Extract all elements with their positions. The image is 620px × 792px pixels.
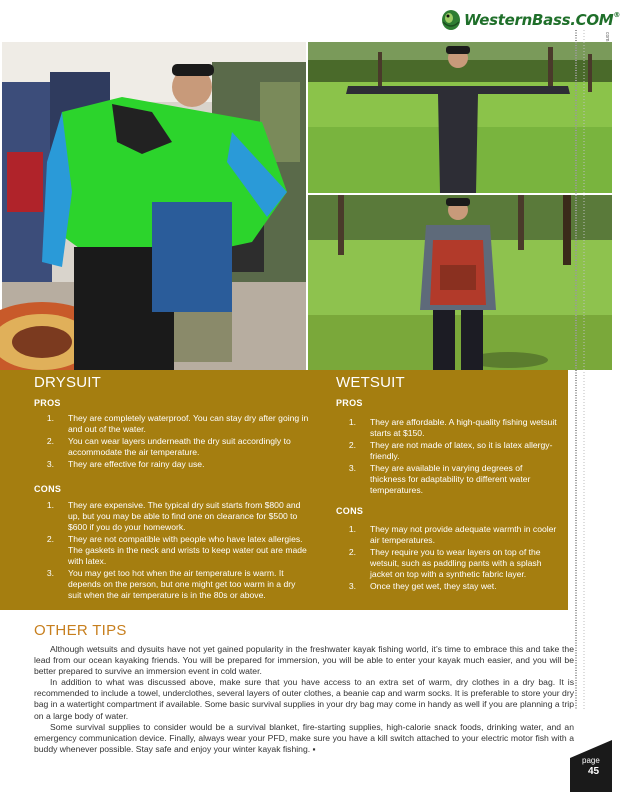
- list-item: 2. They are not made of latex, so it is latex allergy-friendly.: [348, 440, 553, 461]
- other-tips-body: [34, 644, 574, 755]
- tips-paragraph: Although wetsuits and dysuits have not yet gained popularity in the freshwater kayak fishing world, it’s time to embrace this and take the lead from our ocean kayaking friends. You will be prepared for immersion, you will be able to enter your kayak much easier, and you will be better prepared to survive an immersion event in cold water.: [34, 644, 574, 677]
- other-tips-title: OTHER TIPS: [34, 622, 127, 639]
- tips-paragraph: In addition to what was discussed above, make sure that you have access to an extra set of warm, dry clothes in a dry bag. It is recommended to include a towel, underclothes, several layers of outer clothes, a beanie cap and warm socks. It is preferable to store your dry bag in a watertight compartment if available. Some basic survival supplies in your dry bag may come in handy as well if you are planning a trip on a large body of water.: [34, 677, 574, 721]
- list-item: 3. They are available in varying degrees of thickness for adaptability to different water temperatures.: [348, 463, 531, 495]
- list-item: 3. You may get too hot when the air temperature is warm. It depends on the person, but one might get too warm in a dry suit when the air temperature is in the 80s or above.: [46, 568, 296, 600]
- wetsuit-pros-label: PROS: [336, 398, 363, 408]
- list-item: 3. Once they get wet, they stay wet.: [348, 581, 497, 591]
- page-label: page: [582, 756, 600, 765]
- drysuit-cons-label: CONS: [34, 484, 62, 494]
- list-item: 1. They are expensive. The typical dry suit starts from $800 and up, but you may be able to find one on clearance for $500 to $600 if you do your homework.: [46, 500, 301, 532]
- wetsuit-pros-list: [336, 417, 558, 497]
- drysuit-pros-label: PROS: [34, 398, 61, 408]
- page-number: 45: [588, 766, 600, 777]
- photo-wetsuit-pfd: [308, 195, 612, 370]
- list-item: 1. They are affordable. A high-quality fishing wetsuit starts at $150.: [348, 417, 557, 438]
- wetsuit-cons-list: [336, 524, 558, 593]
- list-item: 1. They may not provide adequate warmth in cooler air temperatures.: [348, 524, 557, 545]
- photo-drysuit-shop: [2, 42, 306, 370]
- drysuit-cons-list: [34, 500, 310, 602]
- bass-fish-icon: [440, 8, 462, 32]
- edge-decoration: [572, 30, 602, 710]
- drysuit-title: DRYSUIT: [34, 374, 101, 391]
- photo-wetsuit-arms-out: [308, 42, 612, 193]
- wetsuit-cons-label: CONS: [336, 506, 364, 516]
- list-item: 2. They are not compatible with people who have latex allergies. The gaskets in the neck and wrists to keep water out are made with latex.: [46, 534, 307, 566]
- list-item: 3. They are effective for rainy day use.: [46, 459, 205, 469]
- tips-paragraph: Some survival supplies to consider would be a survival blanket, fire-starting supplies, high-calorie snack foods, drinking water, and an emergency communication device. Finally, always wear your PFD, make sure you have a kill switch attached to your electric motor fish with a buddy whenever possible. Stay safe and enjoy your winter kayak fishing. ▪: [34, 721, 574, 754]
- list-item: 2. They require you to wear layers on top of the wetsuit, such as paddling pants with a splash jacket on top with a synthetic fabric layer.: [348, 547, 542, 579]
- list-item: 2. You can wear layers underneath the dry suit accordingly to accommodate the air temperature.: [46, 436, 291, 457]
- logo-text: WesternBass.COM®: [464, 11, 620, 29]
- wetsuit-title: WETSUIT: [336, 374, 405, 391]
- list-item: 1. They are completely waterproof. You can stay dry after going in and out of the water.: [46, 413, 309, 434]
- drysuit-pros-list: [34, 413, 310, 471]
- vertical-url: com: [604, 32, 610, 42]
